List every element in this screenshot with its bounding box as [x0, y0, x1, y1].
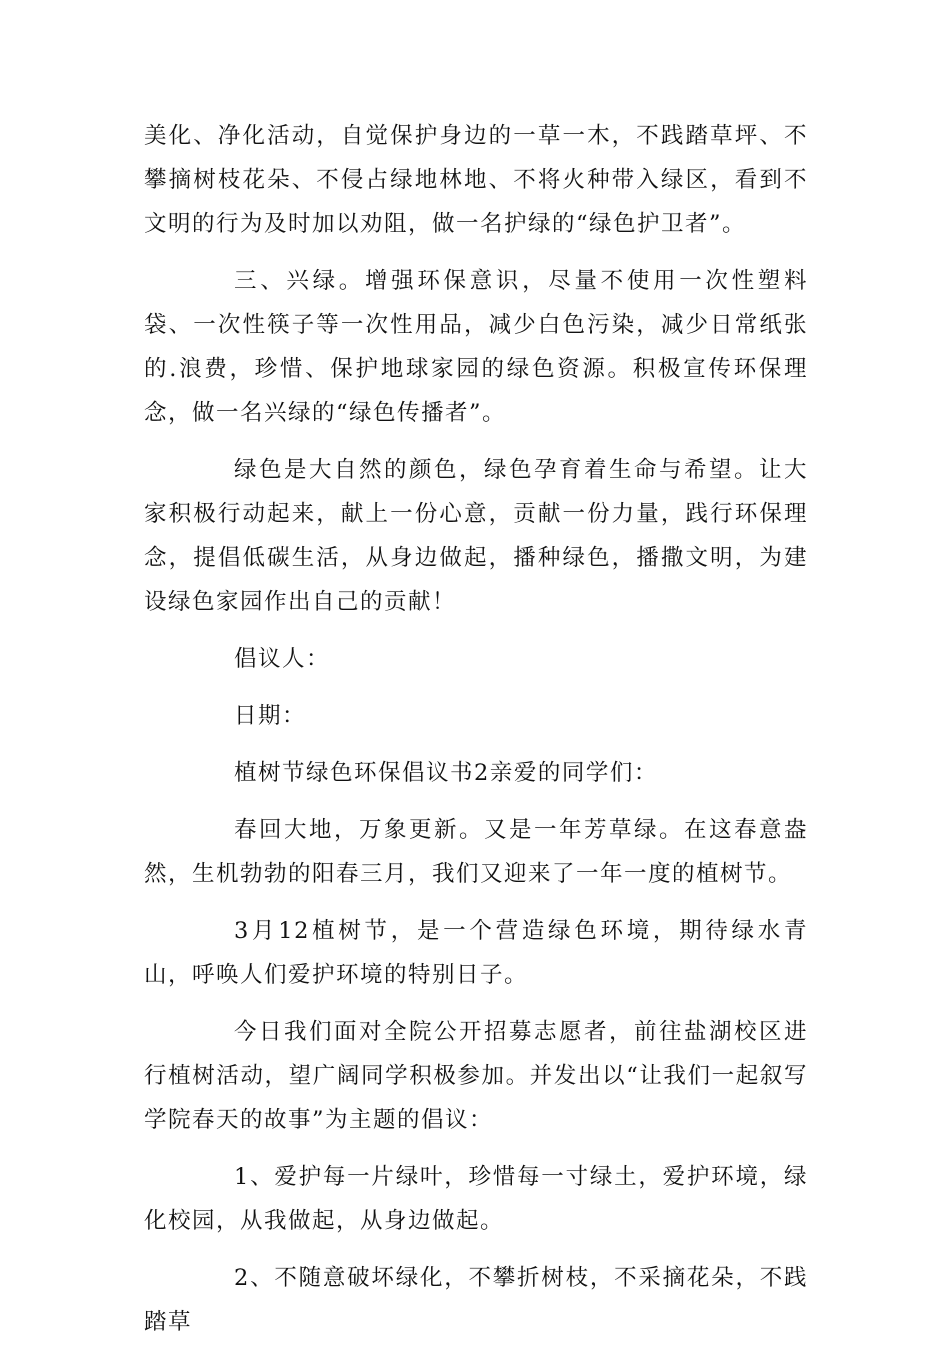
document-body: [144, 114, 808, 1357]
date-label: 日期：: [234, 703, 307, 729]
paragraph-7: 春回大地，万象更新。又是一年芳草绿。在这春意盎然，生机勃勃的阳春三月，我们又迎来了一年一度的植树节。: [144, 817, 808, 887]
proposal-item-1: 1、爱护每一片绿叶，珍惜每一寸绿土，爱护环境，绿化校园，从我做起，从身边做起。: [144, 1164, 808, 1234]
section-heading: 植树节绿色环保倡议书2亲爱的同学们：: [234, 760, 658, 786]
paragraph-8: 3月12植树节，是一个营造绿色环境，期待绿水青山，呼唤人们爱护环境的特别日子。: [144, 918, 808, 988]
proposer-label: 倡议人：: [234, 646, 331, 672]
proposal-item-2: 2、不随意破坏绿化，不攀折树枝，不采摘花朵，不践踏草: [144, 1265, 808, 1335]
paragraph-3: 绿色是大自然的颜色，绿色孕育着生命与希望。让大家积极行动起来，献上一份心意，贡献一份力量，践行环保理念，提倡低碳生活，从身边做起，播种绿色，播撒文明，为建设绿色家园作出自己的贡献！: [144, 457, 808, 615]
paragraph-2: 三、兴绿。增强环保意识，尽量不使用一次性塑料袋、一次性筷子等一次性用品，减少白色污染，减少日常纸张的.浪费，珍惜、保护地球家园的绿色资源。积极宣传环保理念，做一名兴绿的“绿色传播者”。: [144, 268, 808, 426]
paragraph-9: 今日我们面对全院公开招募志愿者，前往盐湖校区进行植树活动，望广阔同学积极参加。并发出以“让我们一起叙写学院春天的故事”为主题的倡议：: [144, 1019, 808, 1133]
paragraph-1: 美化、净化活动，自觉保护身边的一草一木，不践踏草坪、不攀摘树枝花朵、不侵占绿地林地、不将火种带入绿区，看到不文明的行为及时加以劝阻，做一名护绿的“绿色护卫者”。: [144, 123, 808, 237]
